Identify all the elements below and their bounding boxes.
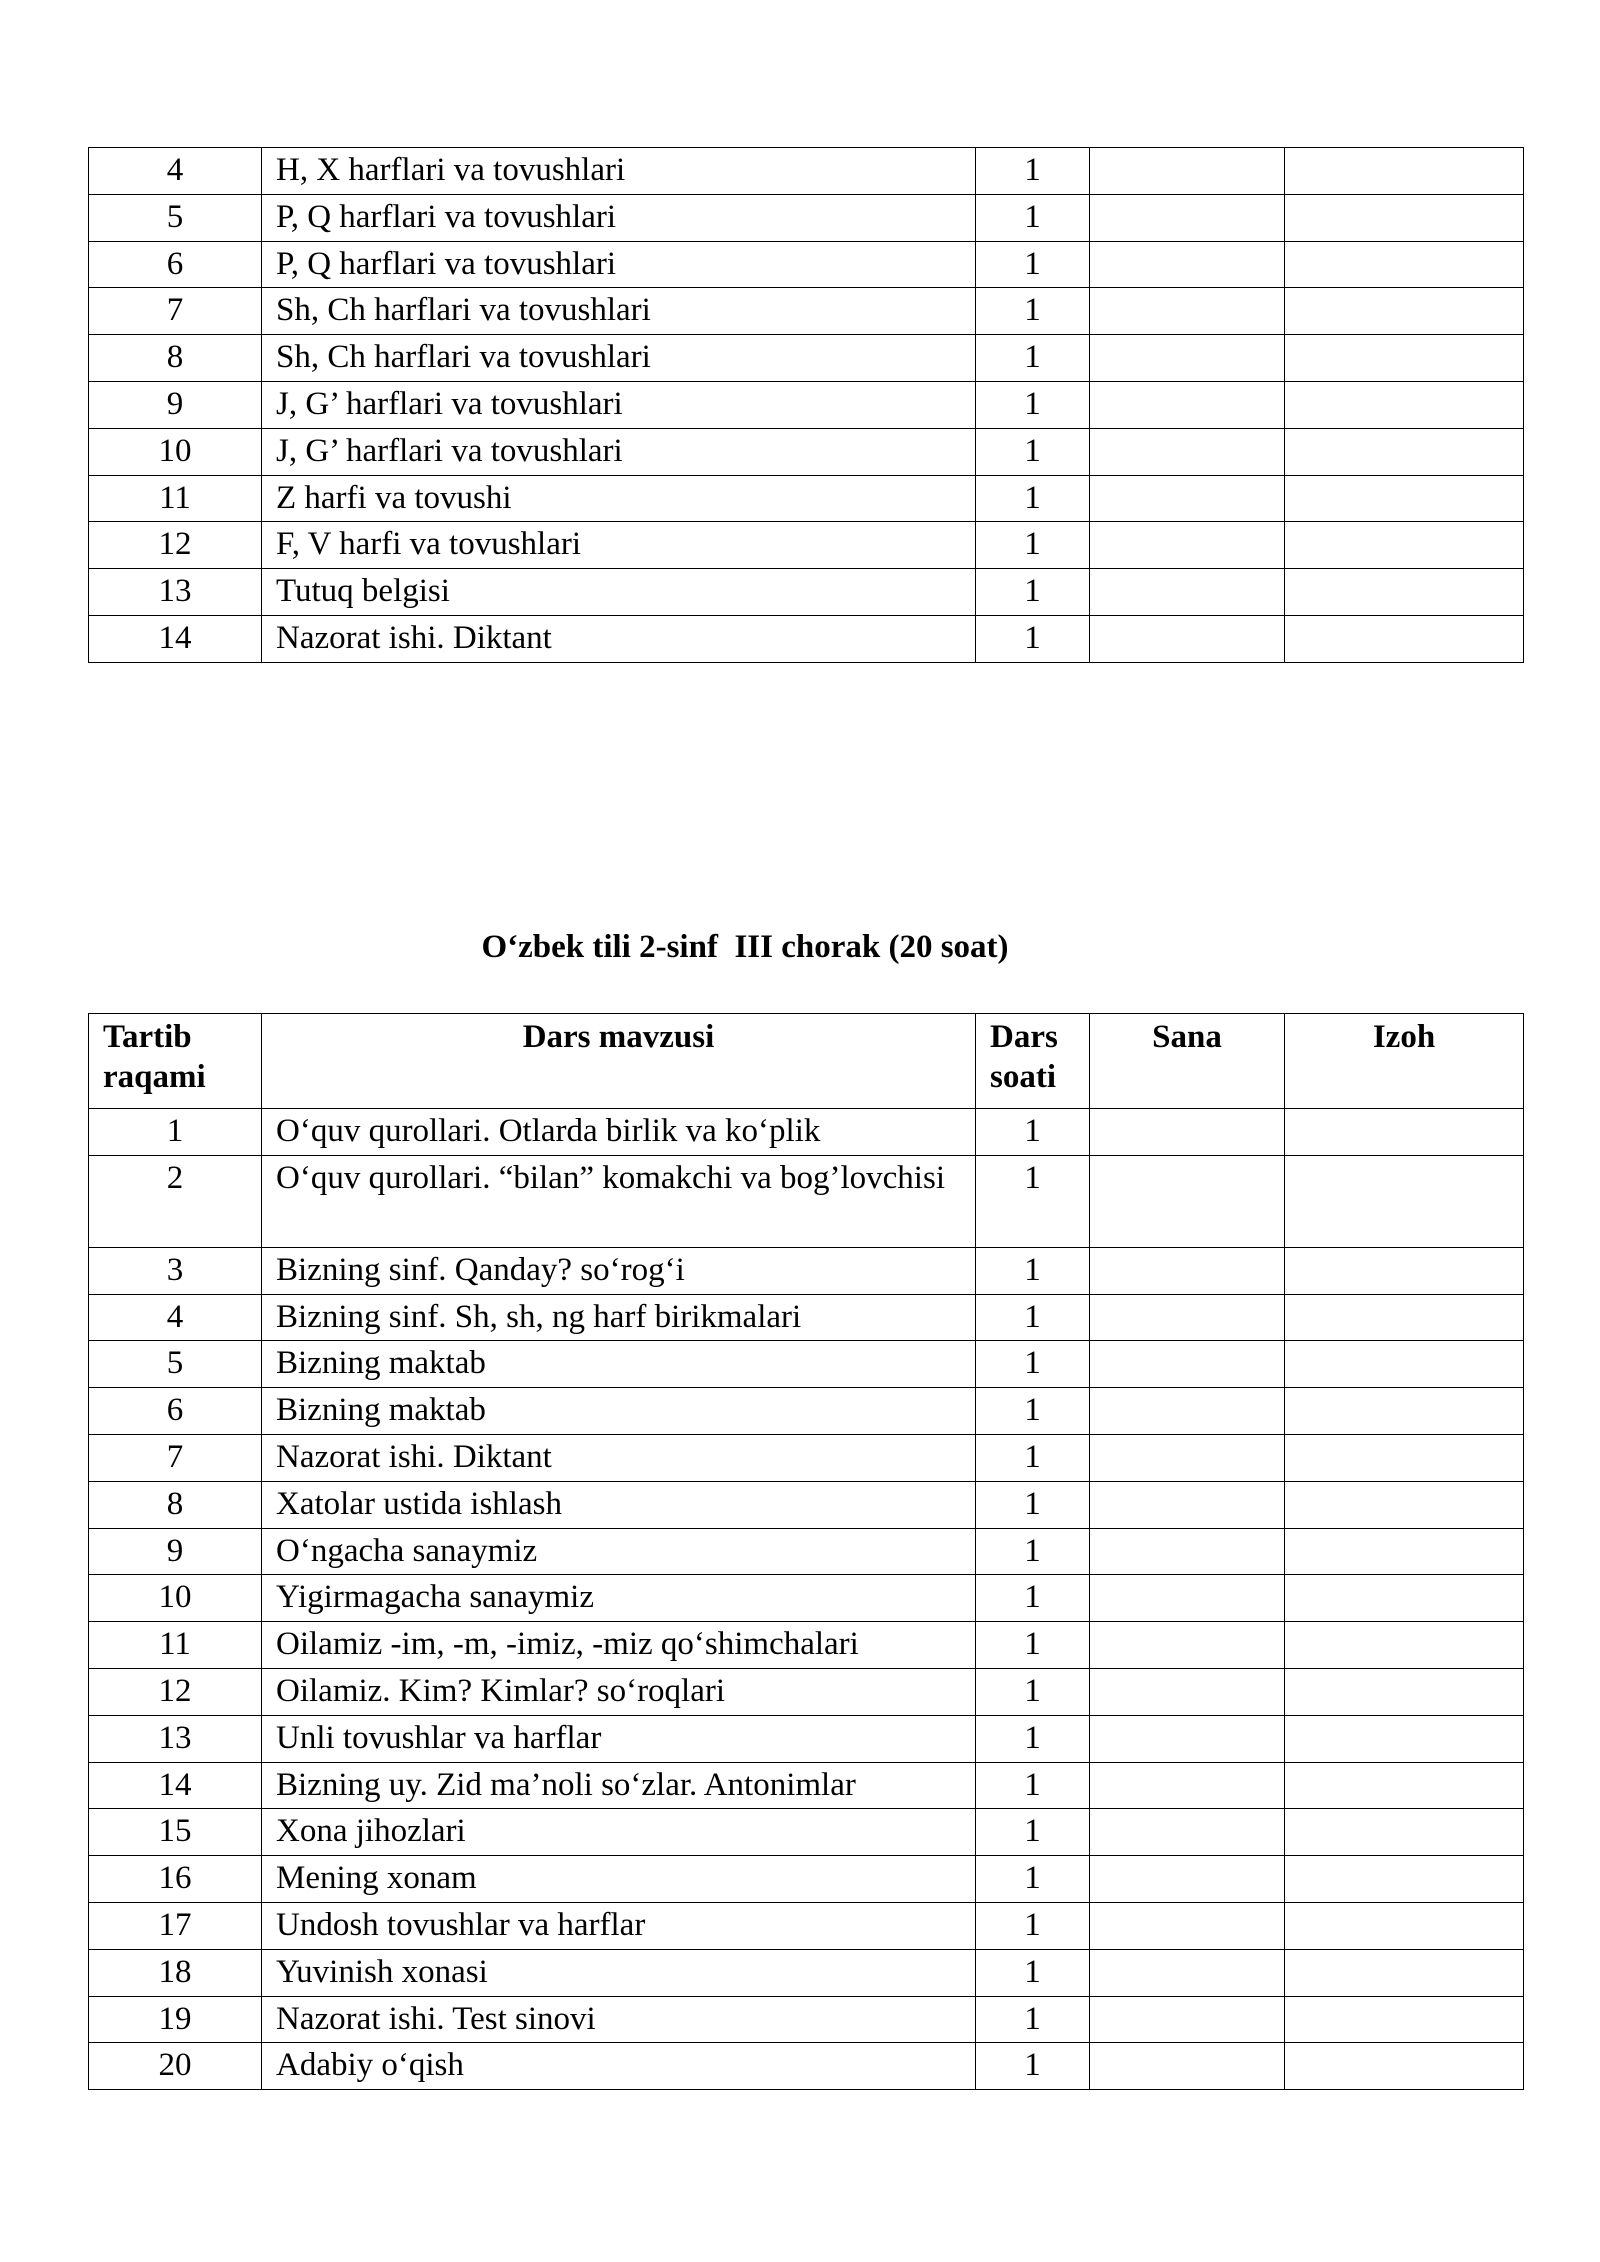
date-cell: [1090, 1809, 1285, 1856]
table-row: [89, 335, 1524, 382]
note-cell: [1285, 1996, 1524, 2043]
lesson-topic-cell: Oilamiz. Kim? Kimlar? so‘roqlari: [262, 1668, 976, 1715]
table-row: [89, 615, 1524, 662]
row-number-cell: 12: [89, 522, 262, 569]
lesson-topic-cell: P, Q harflari va tovushlari: [262, 194, 976, 241]
table-row: [89, 1949, 1524, 1996]
note-cell: [1285, 1902, 1524, 1949]
row-number-cell: 11: [89, 1622, 262, 1669]
header-dars-mavzusi: Dars mavzusi: [262, 1014, 976, 1109]
table-row: [89, 1247, 1524, 1294]
table-row: [89, 381, 1524, 428]
lesson-hours-cell: 1: [976, 1902, 1090, 1949]
lesson-hours-cell: 1: [976, 1715, 1090, 1762]
table-row: [89, 1809, 1524, 1856]
lesson-hours-cell: 1: [976, 1622, 1090, 1669]
date-cell: [1090, 1762, 1285, 1809]
lesson-hours-cell: 1: [976, 1575, 1090, 1622]
lesson-topic-cell: O‘quv qurollari. “bilan” komakchi va bog’lovchisi: [262, 1155, 976, 1247]
row-number-cell: 1: [89, 1109, 262, 1156]
table-header: [89, 1014, 1524, 1109]
header-sana: Sana: [1090, 1014, 1285, 1109]
note-cell: [1285, 569, 1524, 616]
note-cell: [1285, 1949, 1524, 1996]
table-row: [89, 2043, 1524, 2090]
row-number-cell: 13: [89, 1715, 262, 1762]
lesson-hours-cell: 1: [976, 1996, 1090, 2043]
lesson-topic-cell: Sh, Ch harflari va tovushlari: [262, 335, 976, 382]
table-row: [89, 241, 1524, 288]
row-number-cell: 10: [89, 428, 262, 475]
note-cell: [1285, 1341, 1524, 1388]
table-row: [89, 1575, 1524, 1622]
table-row: [89, 1996, 1524, 2043]
row-number-cell: 8: [89, 1481, 262, 1528]
lesson-hours-cell: 1: [976, 1949, 1090, 1996]
lesson-topic-cell: Bizning uy. Zid ma’noli so‘zlar. Antonimlar: [262, 1762, 976, 1809]
date-cell: [1090, 569, 1285, 616]
row-number-cell: 18: [89, 1949, 262, 1996]
date-cell: [1090, 522, 1285, 569]
note-cell: [1285, 475, 1524, 522]
lesson-hours-cell: 1: [976, 1247, 1090, 1294]
row-number-cell: 13: [89, 569, 262, 616]
lesson-topic-cell: J, G’ harflari va tovushlari: [262, 381, 976, 428]
lesson-hours-cell: 1: [976, 475, 1090, 522]
row-number-cell: 17: [89, 1902, 262, 1949]
row-number-cell: 16: [89, 1856, 262, 1903]
date-cell: [1090, 1715, 1285, 1762]
table-body: [89, 148, 1524, 663]
row-number-cell: 10: [89, 1575, 262, 1622]
note-cell: [1285, 335, 1524, 382]
lesson-topic-cell: O‘ngacha sanaymiz: [262, 1528, 976, 1575]
table-row: [89, 569, 1524, 616]
row-number-cell: 7: [89, 288, 262, 335]
date-cell: [1090, 428, 1285, 475]
table-body: [89, 1109, 1524, 2090]
table-row: [89, 1434, 1524, 1481]
table-row: [89, 1902, 1524, 1949]
lesson-hours-cell: 1: [976, 1434, 1090, 1481]
date-cell: [1090, 1668, 1285, 1715]
date-cell: [1090, 241, 1285, 288]
date-cell: [1090, 475, 1285, 522]
date-cell: [1090, 1388, 1285, 1435]
row-number-cell: 8: [89, 335, 262, 382]
lesson-table-quarter-3: [88, 1013, 1524, 2090]
note-cell: [1285, 194, 1524, 241]
lesson-topic-cell: Nazorat ishi. Test sinovi: [262, 1996, 976, 2043]
table-row: [89, 1715, 1524, 1762]
note-cell: [1285, 428, 1524, 475]
date-cell: [1090, 1856, 1285, 1903]
lesson-topic-cell: Mening xonam: [262, 1856, 976, 1903]
lesson-hours-cell: 1: [976, 615, 1090, 662]
date-cell: [1090, 1949, 1285, 1996]
table-row: [89, 1481, 1524, 1528]
lesson-topic-cell: Tutuq belgisi: [262, 569, 976, 616]
header-izoh: Izoh: [1285, 1014, 1524, 1109]
table-row: [89, 288, 1524, 335]
note-cell: [1285, 1388, 1524, 1435]
date-cell: [1090, 615, 1285, 662]
lesson-hours-cell: 1: [976, 1294, 1090, 1341]
table-row: [89, 475, 1524, 522]
note-cell: [1285, 1575, 1524, 1622]
lesson-hours-cell: 1: [976, 194, 1090, 241]
date-cell: [1090, 1434, 1285, 1481]
date-cell: [1090, 148, 1285, 195]
date-cell: [1090, 2043, 1285, 2090]
lesson-topic-cell: P, Q harflari va tovushlari: [262, 241, 976, 288]
row-number-cell: 3: [89, 1247, 262, 1294]
date-cell: [1090, 335, 1285, 382]
lesson-topic-cell: F, V harfi va tovushlari: [262, 522, 976, 569]
note-cell: [1285, 1668, 1524, 1715]
lesson-hours-cell: 1: [976, 1809, 1090, 1856]
lesson-hours-cell: 1: [976, 2043, 1090, 2090]
lesson-topic-cell: J, G’ harflari va tovushlari: [262, 428, 976, 475]
note-cell: [1285, 1622, 1524, 1669]
row-number-cell: 11: [89, 475, 262, 522]
row-number-cell: 5: [89, 194, 262, 241]
lesson-hours-cell: 1: [976, 241, 1090, 288]
table-row: [89, 1856, 1524, 1903]
lesson-hours-cell: 1: [976, 1341, 1090, 1388]
header-dars-soati: Dars soati: [976, 1014, 1090, 1109]
table-row: [89, 522, 1524, 569]
date-cell: [1090, 1155, 1285, 1247]
note-cell: [1285, 615, 1524, 662]
lesson-hours-cell: 1: [976, 1481, 1090, 1528]
table-row: [89, 1528, 1524, 1575]
note-cell: [1285, 241, 1524, 288]
header-tartib-raqami: Tartib raqami: [89, 1014, 262, 1109]
lesson-hours-cell: 1: [976, 522, 1090, 569]
row-number-cell: 9: [89, 381, 262, 428]
lesson-topic-cell: Nazorat ishi. Diktant: [262, 1434, 976, 1481]
note-cell: [1285, 1294, 1524, 1341]
lesson-hours-cell: 1: [976, 148, 1090, 195]
table-row: [89, 1109, 1524, 1156]
note-cell: [1285, 148, 1524, 195]
date-cell: [1090, 1622, 1285, 1669]
lesson-topic-cell: Xatolar ustida ishlash: [262, 1481, 976, 1528]
row-number-cell: 12: [89, 1668, 262, 1715]
header-row: [89, 1014, 1524, 1109]
lesson-hours-cell: 1: [976, 1762, 1090, 1809]
lesson-hours-cell: 1: [976, 1856, 1090, 1903]
lesson-hours-cell: 1: [976, 1528, 1090, 1575]
date-cell: [1090, 1528, 1285, 1575]
note-cell: [1285, 1434, 1524, 1481]
lesson-topic-cell: Bizning sinf. Sh, sh, ng harf birikmalari: [262, 1294, 976, 1341]
lesson-topic-cell: O‘quv qurollari. Otlarda birlik va ko‘plik: [262, 1109, 976, 1156]
row-number-cell: 14: [89, 615, 262, 662]
note-cell: [1285, 1109, 1524, 1156]
lesson-topic-cell: Bizning maktab: [262, 1388, 976, 1435]
row-number-cell: 6: [89, 1388, 262, 1435]
row-number-cell: 5: [89, 1341, 262, 1388]
lesson-hours-cell: 1: [976, 381, 1090, 428]
lesson-topic-cell: Adabiy o‘qish: [262, 2043, 976, 2090]
table-row: [89, 1294, 1524, 1341]
note-cell: [1285, 1856, 1524, 1903]
lesson-topic-cell: Oilamiz -im, -m, -imiz, -miz qo‘shimchalari: [262, 1622, 976, 1669]
note-cell: [1285, 1528, 1524, 1575]
table-row: [89, 148, 1524, 195]
lesson-hours-cell: 1: [976, 428, 1090, 475]
lesson-hours-cell: 1: [976, 1668, 1090, 1715]
date-cell: [1090, 1481, 1285, 1528]
date-cell: [1090, 1294, 1285, 1341]
date-cell: [1090, 1341, 1285, 1388]
lesson-topic-cell: Xona jihozlari: [262, 1809, 976, 1856]
lesson-hours-cell: 1: [976, 335, 1090, 382]
table-row: [89, 1341, 1524, 1388]
table-row: [89, 428, 1524, 475]
table-row: [89, 1388, 1524, 1435]
lesson-topic-cell: Bizning maktab: [262, 1341, 976, 1388]
date-cell: [1090, 381, 1285, 428]
note-cell: [1285, 522, 1524, 569]
row-number-cell: 20: [89, 2043, 262, 2090]
table-row: [89, 1155, 1524, 1247]
lesson-topic-cell: Undosh tovushlar va harflar: [262, 1902, 976, 1949]
note-cell: [1285, 1762, 1524, 1809]
note-cell: [1285, 288, 1524, 335]
note-cell: [1285, 1155, 1524, 1247]
row-number-cell: 6: [89, 241, 262, 288]
row-number-cell: 14: [89, 1762, 262, 1809]
lesson-topic-cell: Nazorat ishi. Diktant: [262, 615, 976, 662]
note-cell: [1285, 1247, 1524, 1294]
row-number-cell: 7: [89, 1434, 262, 1481]
lesson-hours-cell: 1: [976, 288, 1090, 335]
lesson-hours-cell: 1: [976, 1109, 1090, 1156]
row-number-cell: 19: [89, 1996, 262, 2043]
row-number-cell: 2: [89, 1155, 262, 1247]
date-cell: [1090, 1575, 1285, 1622]
table-row: [89, 1668, 1524, 1715]
note-cell: [1285, 1481, 1524, 1528]
row-number-cell: 4: [89, 148, 262, 195]
lesson-hours-cell: 1: [976, 1155, 1090, 1247]
date-cell: [1090, 1996, 1285, 2043]
note-cell: [1285, 2043, 1524, 2090]
lesson-topic-cell: Yigirmagacha sanaymiz: [262, 1575, 976, 1622]
row-number-cell: 4: [89, 1294, 262, 1341]
note-cell: [1285, 381, 1524, 428]
date-cell: [1090, 1247, 1285, 1294]
lesson-topic-cell: Yuvinish xonasi: [262, 1949, 976, 1996]
table-row: [89, 1622, 1524, 1669]
note-cell: [1285, 1809, 1524, 1856]
lesson-topic-cell: H, X harflari va tovushlari: [262, 148, 976, 195]
date-cell: [1090, 194, 1285, 241]
table-row: [89, 194, 1524, 241]
date-cell: [1090, 1902, 1285, 1949]
lesson-hours-cell: 1: [976, 569, 1090, 616]
lesson-topic-cell: Unli tovushlar va harflar: [262, 1715, 976, 1762]
note-cell: [1285, 1715, 1524, 1762]
date-cell: [1090, 1109, 1285, 1156]
lesson-hours-cell: 1: [976, 1388, 1090, 1435]
table-row: [89, 1762, 1524, 1809]
date-cell: [1090, 288, 1285, 335]
row-number-cell: 9: [89, 1528, 262, 1575]
lesson-topic-cell: Sh, Ch harflari va tovushlari: [262, 288, 976, 335]
row-number-cell: 15: [89, 1809, 262, 1856]
lesson-table-continued: [88, 147, 1524, 663]
section-title: O‘zbek tili 2-sinf III chorak (20 soat): [481, 929, 1009, 965]
lesson-topic-cell: Bizning sinf. Qanday? so‘rog‘i: [262, 1247, 976, 1294]
lesson-topic-cell: Z harfi va tovushi: [262, 475, 976, 522]
